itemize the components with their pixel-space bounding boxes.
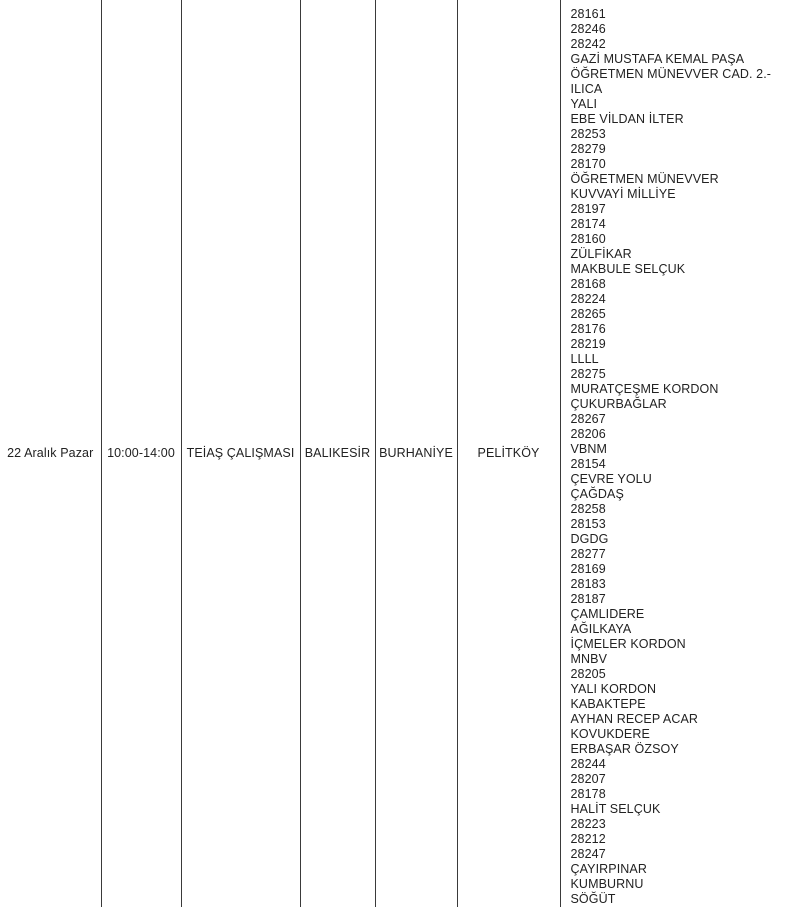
- street-item: 28206: [571, 427, 805, 442]
- neighborhood-cell: [457, 0, 560, 907]
- street-item: ILICA: [571, 82, 805, 97]
- street-item: 28267: [571, 412, 805, 427]
- street-item: MURATÇEŞME KORDON: [571, 382, 805, 397]
- street-item: MNBV: [571, 652, 805, 667]
- street-item: MAKBULE SELÇUK: [571, 262, 805, 277]
- street-item: GAZİ MUSTAFA KEMAL PAŞA: [571, 52, 805, 67]
- street-item: 28207: [571, 772, 805, 787]
- street-item: 28247: [571, 847, 805, 862]
- street-item: KABAKTEPE: [571, 697, 805, 712]
- street-item: ERBAŞAR ÖZSOY: [571, 742, 805, 757]
- street-item: KOVUKDERE: [571, 727, 805, 742]
- street-item: YALI: [571, 97, 805, 112]
- street-item: 28219: [571, 337, 805, 352]
- street-item: 28277: [571, 547, 805, 562]
- street-item: 28170: [571, 157, 805, 172]
- street-item: YALI KORDON: [571, 682, 805, 697]
- district-cell: [375, 0, 457, 907]
- street-item: 28183: [571, 577, 805, 592]
- street-item: ÇUKURBAĞLAR: [571, 397, 805, 412]
- streets-cell: [560, 0, 805, 907]
- district-text: BURHANİYE: [379, 446, 453, 460]
- street-item: 28187: [571, 592, 805, 607]
- time-cell: [101, 0, 181, 907]
- street-item: 28242: [571, 37, 805, 52]
- street-item: [571, 0, 805, 7]
- street-item: SÖĞÜT: [571, 892, 805, 907]
- street-list: [571, 0, 805, 907]
- reason-text: TEİAŞ ÇALIŞMASI: [187, 446, 295, 460]
- street-item: LLLL: [571, 352, 805, 367]
- street-item: 28205: [571, 667, 805, 682]
- street-item: ÇEVRE YOLU: [571, 472, 805, 487]
- street-item: EBE VİLDAN İLTER: [571, 112, 805, 127]
- time-text: 10:00-14:00: [107, 446, 175, 460]
- street-item: 28258: [571, 502, 805, 517]
- street-item: ÇAYIRPINAR: [571, 862, 805, 877]
- street-item: 28169: [571, 562, 805, 577]
- street-item: 28224: [571, 292, 805, 307]
- street-item: KUVVAYİ MİLLİYE: [571, 187, 805, 202]
- street-item: 28161: [571, 7, 805, 22]
- neighborhood-text: PELİTKÖY: [478, 446, 540, 460]
- street-item: KUMBURNU: [571, 877, 805, 892]
- street-item: ÖĞRETMEN MÜNEVVER CAD. 2.-: [571, 67, 805, 82]
- street-item: ÖĞRETMEN MÜNEVVER: [571, 172, 805, 187]
- street-item: 28223: [571, 817, 805, 832]
- street-item: DGDG: [571, 532, 805, 547]
- province-text: BALIKESİR: [305, 446, 371, 460]
- street-item: 28154: [571, 457, 805, 472]
- date-cell: [0, 0, 101, 907]
- street-item: 28174: [571, 217, 805, 232]
- street-item: 28275: [571, 367, 805, 382]
- street-item: AYHAN RECEP ACAR: [571, 712, 805, 727]
- street-item: 28279: [571, 142, 805, 157]
- street-item: AĞILKAYA: [571, 622, 805, 637]
- street-item: 28153: [571, 517, 805, 532]
- street-item: ÇAĞDAŞ: [571, 487, 805, 502]
- street-item: 28176: [571, 322, 805, 337]
- street-item: 28178: [571, 787, 805, 802]
- street-item: ZÜLFİKAR: [571, 247, 805, 262]
- date-text: 22 Aralık Pazar: [7, 446, 93, 460]
- street-item: 28253: [571, 127, 805, 142]
- street-item: 28246: [571, 22, 805, 37]
- street-item: 28244: [571, 757, 805, 772]
- street-item: ÇAMLIDERE: [571, 607, 805, 622]
- street-item: 28197: [571, 202, 805, 217]
- reason-cell: [181, 0, 300, 907]
- street-item: 28168: [571, 277, 805, 292]
- street-item: 28212: [571, 832, 805, 847]
- street-item: 28265: [571, 307, 805, 322]
- street-item: VBNM: [571, 442, 805, 457]
- street-item: HALİT SELÇUK: [571, 802, 805, 817]
- province-cell: [300, 0, 375, 907]
- street-item: 28160: [571, 232, 805, 247]
- street-item: İÇMELER KORDON: [571, 637, 805, 652]
